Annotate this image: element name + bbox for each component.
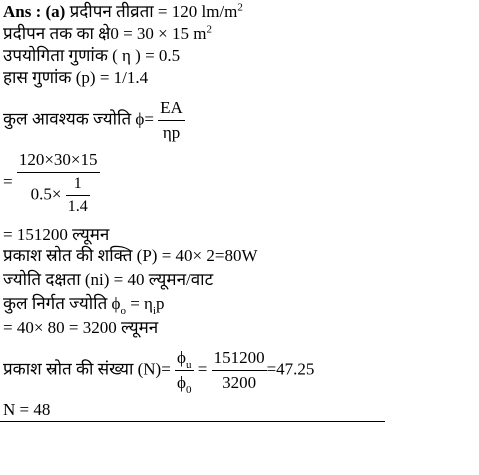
calc-denominator-prefix: 0.5× bbox=[30, 184, 62, 204]
illumination-unit-exponent: 2 bbox=[237, 1, 243, 14]
calc-fraction bbox=[17, 150, 100, 216]
output-flux-eq: = η bbox=[125, 294, 153, 313]
output-flux-p: p bbox=[156, 294, 165, 313]
count-fraction bbox=[212, 348, 267, 393]
answer-line-1 bbox=[3, 2, 243, 22]
equals-sign: = bbox=[3, 171, 13, 191]
efficacy-line: ज्योति दक्षता (ni) = 40 ल्यूमन/वाट bbox=[3, 270, 214, 289]
area-unit-exponent: 2 bbox=[206, 23, 212, 36]
area-text: प्रदीपन तक का क्षे0 = 30 × 15 m bbox=[3, 24, 207, 43]
bottom-divider bbox=[0, 421, 385, 422]
phi-u: ϕ bbox=[177, 348, 186, 367]
utilization-factor-line: उपयोगिता गुणांक ( η ) = 0.5 bbox=[3, 46, 181, 65]
total-flux-formula bbox=[3, 98, 185, 143]
part-label: (a) bbox=[45, 2, 66, 21]
total-flux-prefix: कुल आवश्यक ज्योति ϕ= bbox=[3, 109, 154, 129]
answer-line-2 bbox=[3, 24, 212, 44]
output-flux-subscript: o bbox=[120, 305, 126, 317]
flux-result-line: = 151200 ल्यूमन bbox=[3, 225, 110, 244]
source-power-line: प्रकाश स्रोत की शक्ति (P) = 40× 2=80W bbox=[3, 246, 258, 265]
phi-0-subscript: 0 bbox=[186, 384, 192, 396]
count-result: =47.25 bbox=[266, 359, 315, 379]
source-count-prefix: प्रकाश स्रोत की संख्या (N)= bbox=[3, 359, 171, 379]
phi-denominator bbox=[175, 370, 193, 396]
count-denominator: 3200 bbox=[212, 370, 267, 393]
total-output-flux-line bbox=[3, 294, 165, 316]
calc-denominator bbox=[17, 172, 100, 216]
inner-denominator: 1.4 bbox=[66, 195, 90, 216]
calc-numerator: 120×30×15 bbox=[18, 150, 98, 169]
flux-denominator: ηp bbox=[158, 120, 185, 143]
output-flux-prefix: कुल निर्गत ज्योति ϕ bbox=[3, 294, 121, 313]
illumination-text: प्रदीपन तीव्रता = 120 lm/m bbox=[69, 2, 238, 21]
equals-sign-2: = bbox=[197, 359, 208, 379]
count-numerator: 151200 bbox=[213, 348, 265, 367]
flux-calculation bbox=[3, 150, 100, 216]
inner-numerator: 1 bbox=[73, 175, 82, 192]
phi-numerator bbox=[175, 348, 193, 370]
depreciation-factor-line: हास गुणांक (p) = 1/1.4 bbox=[3, 68, 149, 87]
final-answer-line: N = 48 bbox=[3, 400, 51, 419]
flux-fraction bbox=[158, 98, 185, 143]
phi-0: ϕ bbox=[177, 373, 186, 392]
answer-label: Ans : bbox=[3, 2, 42, 21]
source-count-formula bbox=[3, 348, 315, 396]
output-flux-result-line: = 40× 80 = 3200 ल्यूमन bbox=[3, 318, 159, 337]
phi-u-subscript: u bbox=[186, 359, 192, 371]
inner-fraction bbox=[66, 175, 90, 216]
flux-numerator: EA bbox=[160, 98, 183, 117]
phi-fraction bbox=[175, 348, 193, 396]
eta-subscript: i bbox=[152, 305, 157, 317]
